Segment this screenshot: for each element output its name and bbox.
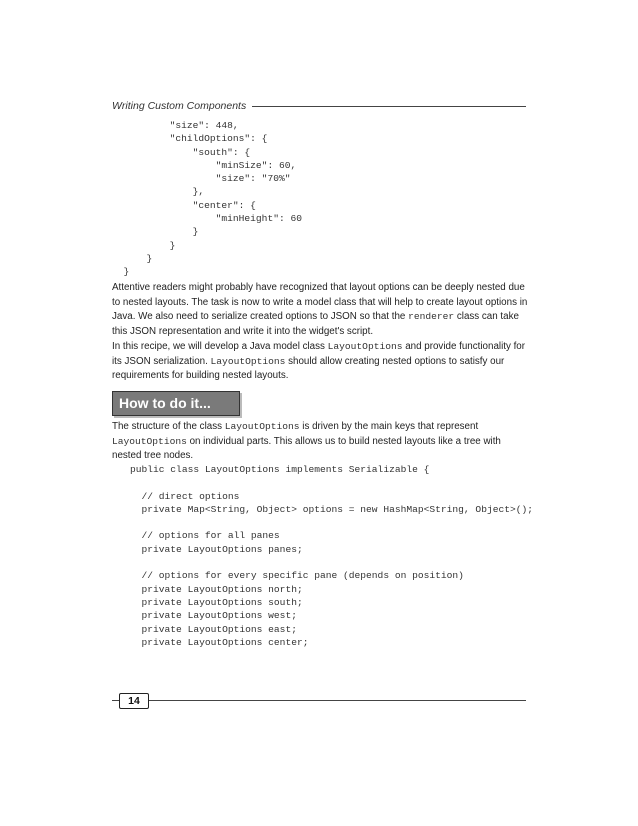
inline-code: renderer bbox=[408, 311, 455, 323]
code-line: // direct options bbox=[130, 490, 240, 502]
paragraph-recipe-intro bbox=[112, 340, 528, 384]
paragraph-layout-options-intro bbox=[112, 281, 528, 339]
code-line: "minHeight": 60 bbox=[112, 213, 302, 225]
header-rule bbox=[242, 106, 526, 107]
code-line: public class LayoutOptions implements Serializable { bbox=[130, 464, 430, 475]
paragraph-text: and provide functionality for its JSON serialization. bbox=[112, 341, 526, 367]
section-heading-text: How to do it... bbox=[119, 395, 211, 411]
page-footer bbox=[112, 693, 526, 711]
code-line: // options for every specific pane (depends on position) bbox=[130, 570, 464, 582]
code-line: "south": { bbox=[112, 146, 251, 158]
code-line: private LayoutOptions north; bbox=[130, 583, 303, 595]
code-line: private LayoutOptions panes; bbox=[130, 543, 303, 555]
code-line: "center": { bbox=[112, 199, 256, 211]
paragraph-text: In this recipe, we will develop a Java model class bbox=[112, 341, 328, 352]
json-code-block bbox=[112, 119, 302, 279]
code-line: "childOptions": { bbox=[112, 133, 268, 145]
code-line: "size": "70%" bbox=[112, 173, 291, 185]
code-line: }, bbox=[112, 186, 205, 198]
paragraph-text: class can take this JSON representation and write it into the widget's script. bbox=[112, 311, 519, 337]
paragraph-text: Attentive readers might probably have recognized that layout options can be deeply nested due to nested layouts. The task is now to write a model class that will help to create layout options in Java. We also need to serialize created options to JSON so that the bbox=[112, 282, 528, 323]
header-title: Writing Custom Components bbox=[112, 99, 252, 113]
paragraph-text: is driven by the main keys that represent bbox=[299, 421, 479, 432]
code-line: private LayoutOptions west; bbox=[130, 610, 297, 622]
code-line bbox=[130, 516, 533, 529]
code-line bbox=[130, 476, 533, 489]
inline-code: LayoutOptions bbox=[210, 355, 286, 367]
code-line: private LayoutOptions south; bbox=[130, 596, 303, 608]
code-line bbox=[130, 556, 533, 569]
code-line: "minSize": 60, bbox=[112, 159, 297, 171]
inline-code: LayoutOptions bbox=[327, 341, 403, 352]
page-number: 14 bbox=[119, 693, 149, 709]
code-line: } bbox=[112, 266, 130, 278]
paragraph-text: The structure of the class bbox=[112, 421, 225, 432]
inline-code: LayoutOptions bbox=[224, 421, 300, 432]
inline-code: LayoutOptions bbox=[112, 435, 187, 447]
code-line: private LayoutOptions east; bbox=[130, 623, 297, 635]
java-code-block bbox=[130, 463, 533, 649]
paragraph-text: on individual parts. This allows us to build nested layouts like a tree with nested tree nodes. bbox=[112, 435, 501, 462]
footer-rule bbox=[112, 700, 526, 701]
code-line: } bbox=[112, 226, 199, 238]
code-line: } bbox=[112, 239, 176, 251]
code-line: } bbox=[112, 252, 153, 264]
paragraph-class-structure bbox=[112, 420, 528, 464]
code-line: private Map<String, Object> options = new HashMap<String, Object>(); bbox=[130, 503, 534, 515]
code-line: "size": 448, bbox=[112, 120, 239, 131]
code-line: private LayoutOptions center; bbox=[130, 636, 309, 648]
section-heading-how-to bbox=[112, 391, 240, 416]
code-line: // options for all panes bbox=[130, 530, 280, 542]
running-header bbox=[112, 99, 526, 113]
paragraph-text: should allow creating nested options to satisfy our requirements for building nested layouts. bbox=[112, 355, 505, 382]
